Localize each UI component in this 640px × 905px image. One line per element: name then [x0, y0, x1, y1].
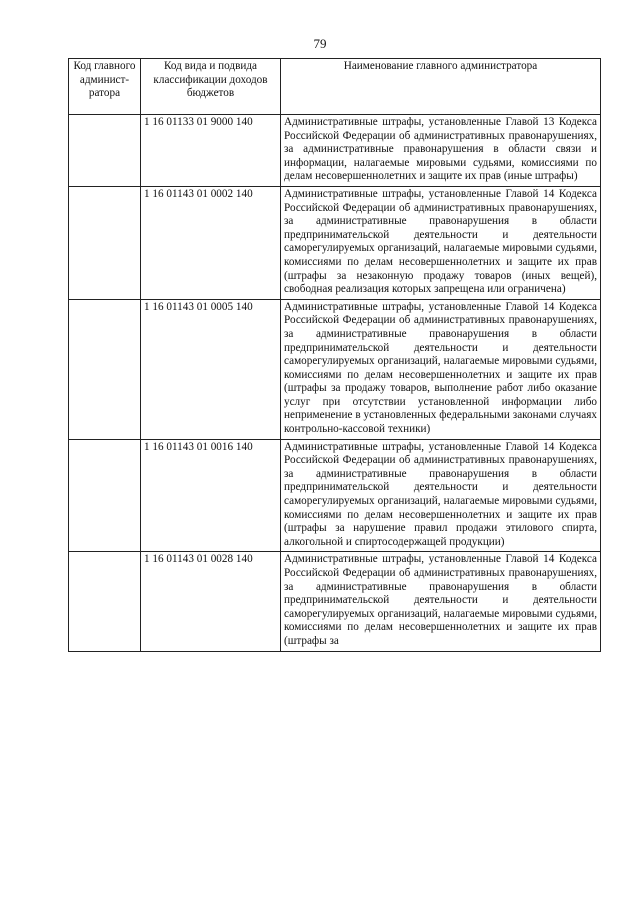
cell-admin-name: Административные штрафы, установленные Главой 14 Кодекса Российской Федерации об административных правонарушениях, за административные правонарушения в области предпринимательской деятельности и деятельности саморегулируемых организаций, налагаемые мировыми судьями, комиссиями по делам несовершеннолетних и защите их прав (штрафы за незаконную продажу товаров (иных вещей), свободная реализация которых запрещена или ограничена): [281, 186, 601, 299]
cell-admin-code: [69, 186, 141, 299]
cell-admin-code: [69, 299, 141, 439]
cell-revenue-code: 1 16 01143 01 0005 140: [141, 299, 281, 439]
cell-admin-code: [69, 115, 141, 187]
cell-admin-name: Административные штрафы, установленные Главой 13 Кодекса Российской Федерации об административных правонарушениях, за административные правонарушения в области связи и информации, налагаемые мировыми судьями, комиссиями по делам несовершеннолетних и защите их прав (иные штрафы): [281, 115, 601, 187]
cell-admin-code: [69, 439, 141, 552]
cell-revenue-code: 1 16 01143 01 0002 140: [141, 186, 281, 299]
header-revenue-code: Код вида и подвида классификации доходов бюджетов: [141, 59, 281, 115]
cell-revenue-code: 1 16 01133 01 9000 140: [141, 115, 281, 187]
cell-admin-name: Административные штрафы, установленные Главой 14 Кодекса Российской Федерации об административных правонарушениях, за административные правонарушения в области предпринимательской деятельности и деятельности саморегулируемых организаций, налагаемые мировыми судьями, комиссиями по делам несовершеннолетних и защите их прав (штрафы за продажу товаров, выполнение работ либо оказание услуг при отсутствии установленной информации либо неприменение в установленных федеральными законами случаях контрольно-кассовой техники): [281, 299, 601, 439]
cell-admin-name: Административные штрафы, установленные Главой 14 Кодекса Российской Федерации об административных правонарушениях, за административные правонарушения в области предпринимательской деятельности и деятельности саморегулируемых организаций, налагаемые мировыми судьями, комиссиями по делам несовершеннолетних и защите их прав (штрафы за: [281, 552, 601, 651]
cell-revenue-code: 1 16 01143 01 0016 140: [141, 439, 281, 552]
budget-revenue-table: [68, 58, 601, 652]
cell-revenue-code: 1 16 01143 01 0028 140: [141, 552, 281, 651]
table-row: [69, 115, 601, 187]
header-admin-name: Наименование главного администратора: [281, 59, 601, 115]
header-admin-code: Код главного админист-ратора: [69, 59, 141, 115]
table-header-row: [69, 59, 601, 115]
table-row: [69, 439, 601, 552]
cell-admin-name: Административные штрафы, установленные Главой 14 Кодекса Российской Федерации об административных правонарушениях, за административные правонарушения в области предпринимательской деятельности и деятельности саморегулируемых организаций, налагаемые мировыми судьями, комиссиями по делам несовершеннолетних и защите их прав (штрафы за нарушение правил продажи этилового спирта, алкогольной и спиртосодержащей продукции): [281, 439, 601, 552]
page-number: 79: [313, 36, 327, 51]
cell-admin-code: [69, 552, 141, 651]
table-row: [69, 186, 601, 299]
table-row: [69, 299, 601, 439]
table-row: [69, 552, 601, 651]
